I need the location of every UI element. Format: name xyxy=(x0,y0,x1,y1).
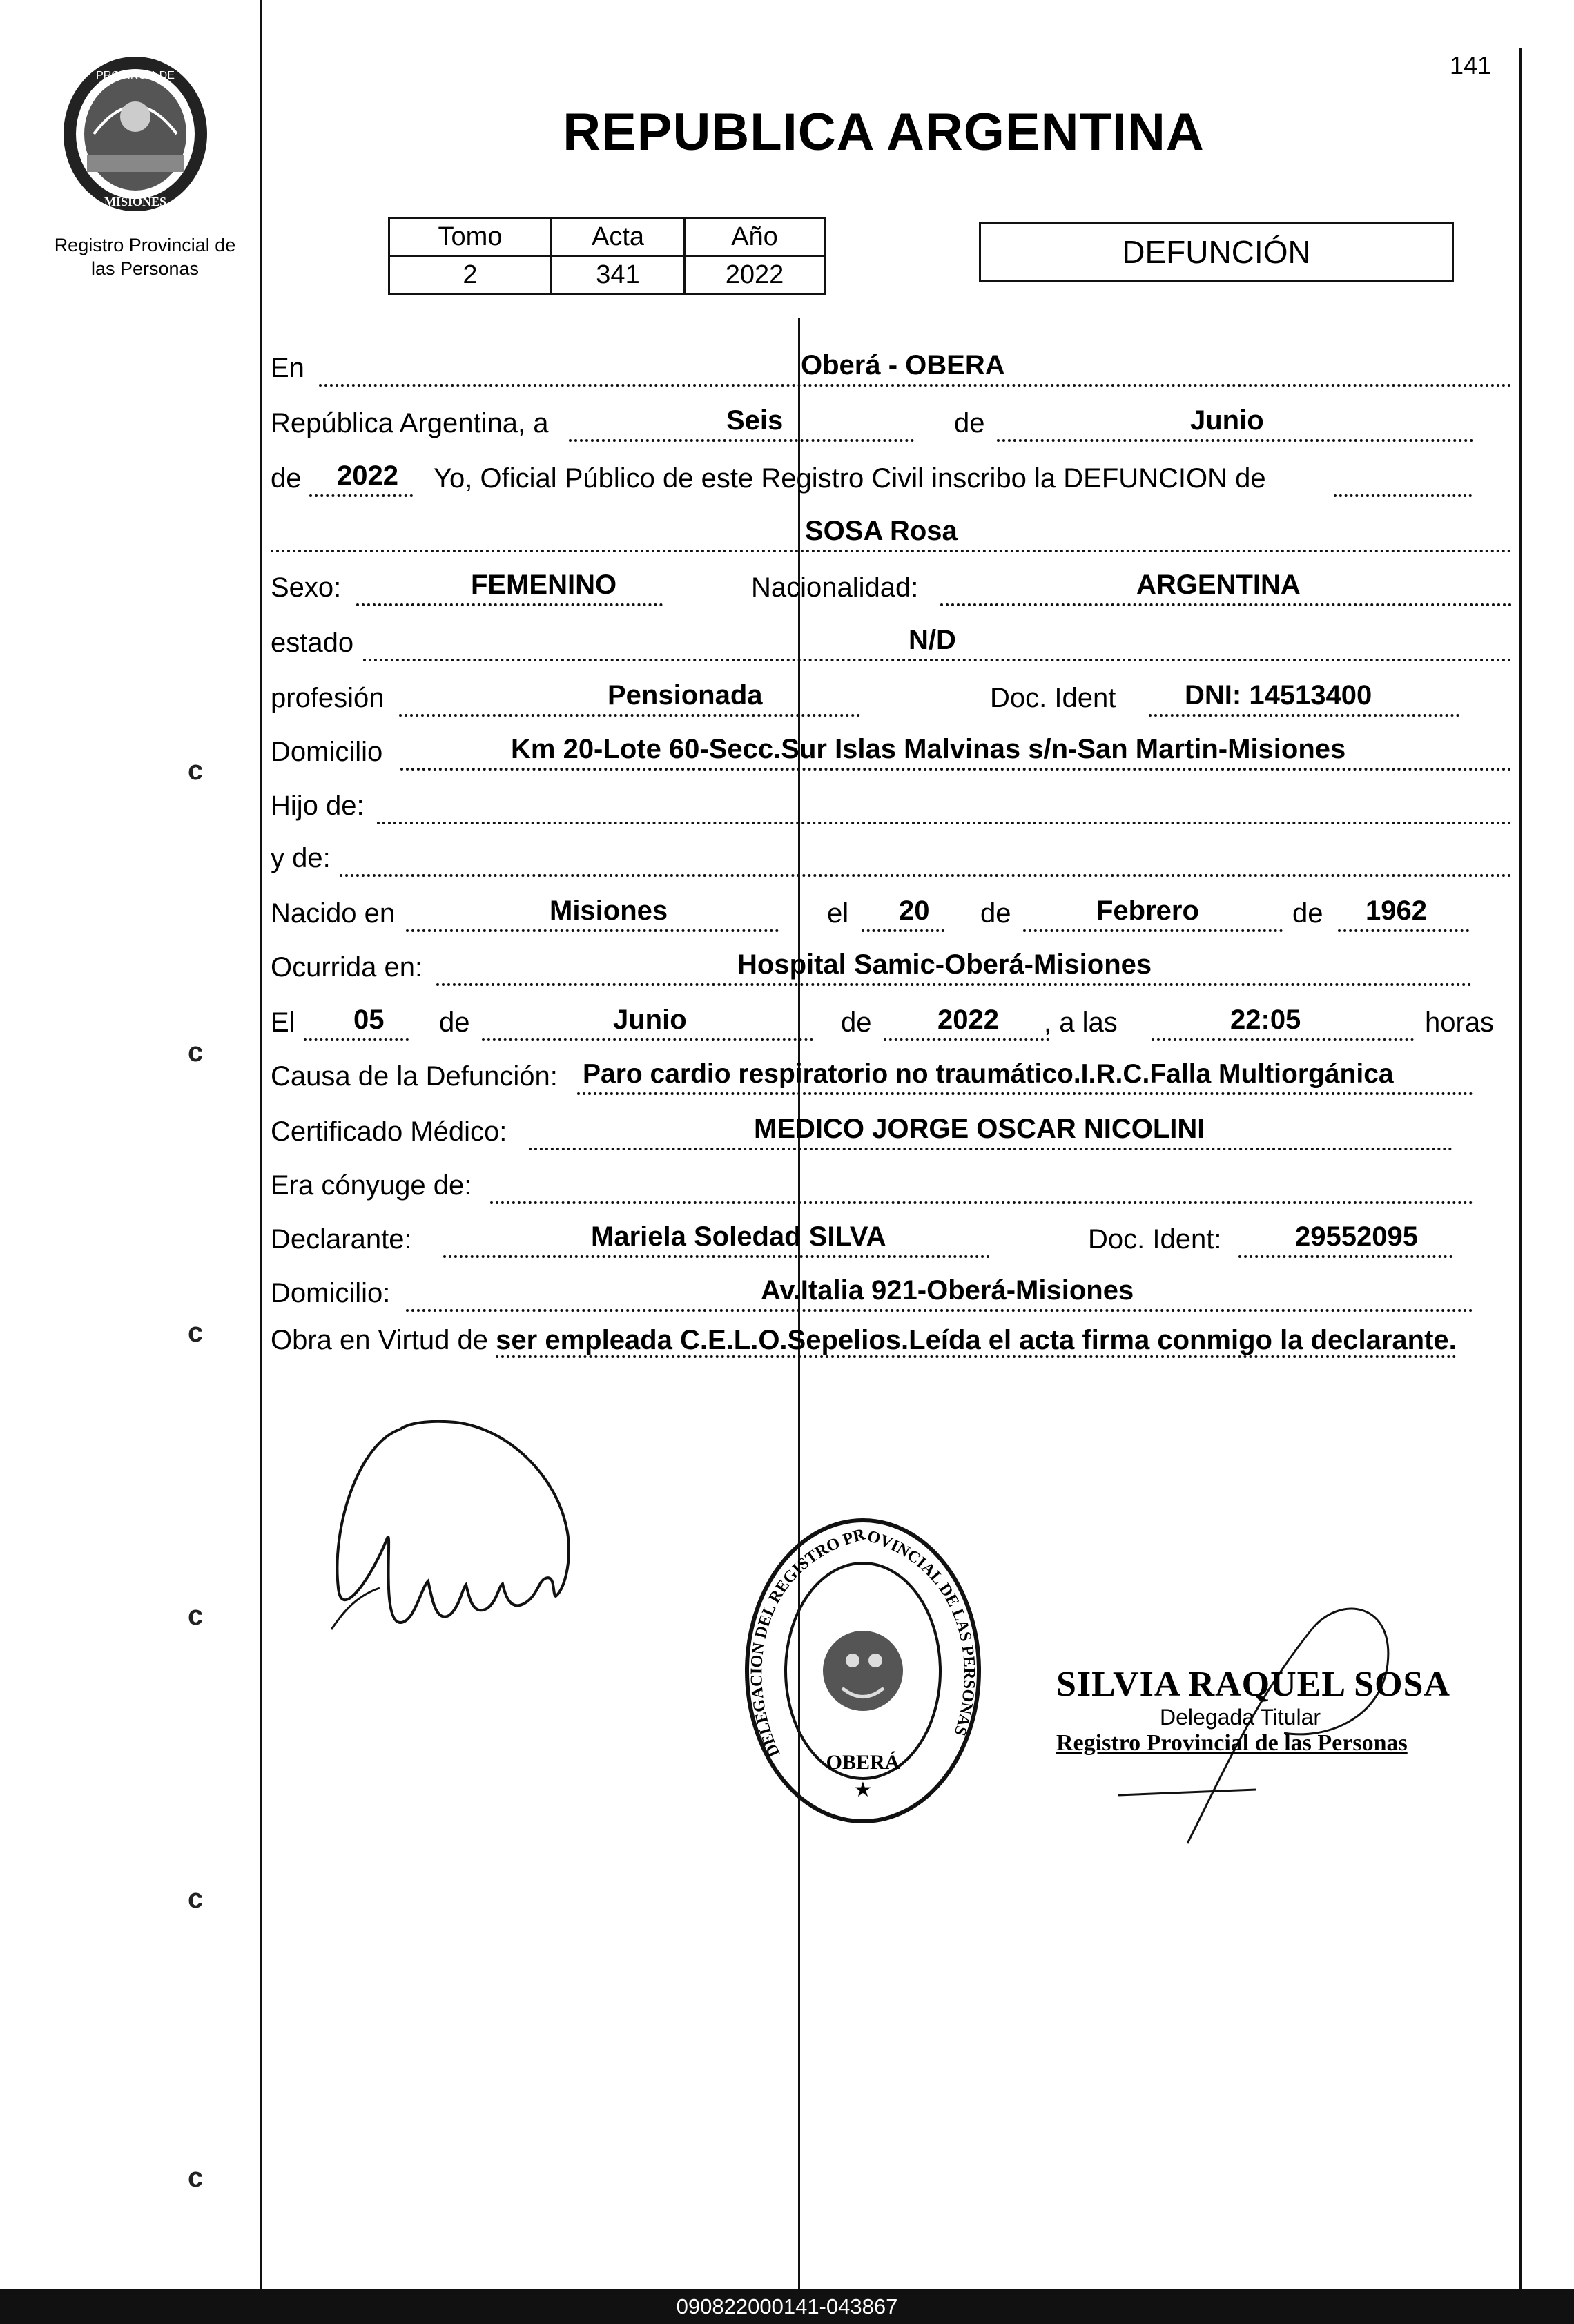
label-de-3: de xyxy=(980,898,1011,929)
label-el-cap: El xyxy=(271,1007,295,1038)
record-header-anio: Año xyxy=(685,218,825,256)
label-de-5: de xyxy=(439,1007,470,1038)
value-anio: 2022 xyxy=(337,461,398,491)
row-declarante xyxy=(271,1217,1513,1265)
label-hijo-de: Hijo de: xyxy=(271,791,365,821)
margin-mark: ϲ xyxy=(188,1600,204,1631)
row-fecha xyxy=(271,400,1513,449)
value-causa: Paro cardio respiratorio no traumático.I.R.C.Falla Multiorgánica xyxy=(583,1059,1394,1089)
label-doc-ident-2: Doc. Ident: xyxy=(1088,1224,1222,1255)
value-profesion: Pensionada xyxy=(608,680,763,710)
declarant-signature xyxy=(318,1415,608,1678)
official-name: SILVIA RAQUEL SOSA xyxy=(1056,1665,1450,1704)
page-number: 141 xyxy=(1450,51,1492,79)
registry-caption xyxy=(21,233,269,280)
record-type-box: DEFUNCIÓN xyxy=(979,222,1454,282)
value-ocurrida-en: Hospital Samic-Oberá-Misiones xyxy=(737,949,1152,980)
value-declarante-doc: 29552095 xyxy=(1295,1221,1418,1252)
label-de-2: de xyxy=(271,463,302,494)
value-declarante: Mariela Soledad SILVA xyxy=(591,1221,886,1252)
label-de-1: de xyxy=(954,408,985,438)
value-certificado: MEDICO JORGE OSCAR NICOLINI xyxy=(754,1114,1205,1144)
label-sexo: Sexo: xyxy=(271,572,342,603)
row-fecha-defuncion xyxy=(271,1000,1513,1048)
row-ocurrida xyxy=(271,945,1513,993)
field-y-de xyxy=(340,833,1512,877)
margin-mark: ϲ xyxy=(188,1317,204,1348)
row-sexo xyxy=(271,565,1513,613)
emblem-text-top: PROVINCIA DE xyxy=(96,70,175,81)
value-def-mes: Junio xyxy=(613,1005,687,1035)
value-sexo: FEMENINO xyxy=(471,570,617,600)
label-de-6: de xyxy=(841,1007,872,1038)
label-obra-en-virtud: Obra en Virtud de xyxy=(271,1325,489,1355)
value-lugar: Oberá - OBERA xyxy=(801,350,1005,380)
value-dia: Seis xyxy=(726,405,784,436)
row-certificado xyxy=(271,1109,1513,1157)
record-table xyxy=(388,217,826,295)
label-en: En xyxy=(271,353,304,383)
official-role: Delegada Titular xyxy=(1160,1705,1321,1730)
official-block xyxy=(1056,1664,1498,1756)
official-seal xyxy=(739,1512,987,1830)
value-nac-anio: 1962 xyxy=(1366,895,1427,926)
value-domicilio-declarante: Av.Italia 921-Oberá-Misiones xyxy=(761,1275,1134,1306)
seal-star-icon: ★ xyxy=(853,1779,873,1801)
right-margin-line xyxy=(1519,48,1522,2289)
label-oficial: Yo, Oficial Público de este Registro Civil inscribo la DEFUNCION de xyxy=(434,463,1266,494)
value-def-anio: 2022 xyxy=(937,1005,999,1035)
row-anio xyxy=(271,456,1513,504)
value-nacionalidad: ARGENTINA xyxy=(1136,570,1301,600)
record-header-tomo: Tomo xyxy=(389,218,552,256)
margin-mark: ϲ xyxy=(188,755,204,786)
row-conyuge xyxy=(271,1163,1513,1211)
value-def-dia: 05 xyxy=(353,1005,385,1035)
value-domicilio: Km 20-Lote 60-Secc.Sur Islas Malvinas s/n-San Martin-Misiones xyxy=(511,734,1346,764)
margin-mark: ϲ xyxy=(188,1884,204,1914)
label-estado: estado xyxy=(271,628,354,658)
margin-mark: ϲ xyxy=(188,1037,204,1067)
margin-mark: ϲ xyxy=(188,2162,204,2193)
row-nacimiento xyxy=(271,891,1513,939)
registry-line-2: las Personas xyxy=(90,258,200,279)
label-certificado: Certificado Médico: xyxy=(271,1116,507,1147)
label-y-de: y de: xyxy=(271,843,331,873)
row-lugar xyxy=(271,345,1513,394)
obra-en-virtud-paragraph xyxy=(271,1319,1513,1362)
official-registry: Registro Provincial de las Personas xyxy=(1056,1730,1408,1756)
field-oficial-end xyxy=(1334,453,1472,497)
label-declarante: Declarante: xyxy=(271,1224,412,1255)
value-nombre: SOSA Rosa xyxy=(805,516,958,546)
document-title: REPUBLICA ARGENTINA xyxy=(563,103,1205,162)
value-estado: N/D xyxy=(909,625,956,655)
label-horas: horas xyxy=(1425,1007,1495,1038)
row-domicilio xyxy=(271,729,1513,777)
row-y-de xyxy=(271,835,1513,884)
label-causa: Causa de la Defunción: xyxy=(271,1061,558,1092)
seal-city: OBERÁ xyxy=(826,1751,900,1774)
record-value-anio: 2022 xyxy=(685,256,825,294)
record-header-acta: Acta xyxy=(552,218,685,256)
label-doc-ident: Doc. Ident xyxy=(990,683,1116,713)
field-hijo-de xyxy=(377,780,1512,824)
value-nacido-en: Misiones xyxy=(550,895,668,926)
label-nacido-en: Nacido en xyxy=(271,898,396,929)
label-de-4: de xyxy=(1292,898,1323,929)
label-a-las: , a las xyxy=(1044,1007,1118,1038)
value-obra-en-virtud: ser empleada C.E.L.O.Sepelios.Leída el acta firma conmigo la declarante. xyxy=(496,1325,1457,1358)
value-nac-dia: 20 xyxy=(899,895,930,926)
value-def-hora: 22:05 xyxy=(1230,1005,1301,1035)
emblem-text-bottom: MISIONES xyxy=(104,195,167,209)
row-hijo-de xyxy=(271,783,1513,831)
value-mes: Junio xyxy=(1190,405,1264,436)
row-nombre xyxy=(271,511,1513,559)
left-margin-line xyxy=(260,0,262,2289)
record-value-acta: 341 xyxy=(552,256,685,294)
row-estado xyxy=(271,620,1513,668)
field-conyuge xyxy=(490,1160,1473,1204)
label-el: el xyxy=(827,898,849,929)
label-ocurrida-en: Ocurrida en: xyxy=(271,952,423,982)
label-profesion: profesión xyxy=(271,683,385,713)
row-profesion xyxy=(271,675,1513,724)
label-conyuge: Era cónyuge de: xyxy=(271,1170,472,1201)
value-documento: DNI: 14513400 xyxy=(1185,680,1372,710)
barcode-footer: 090822000141-043867 xyxy=(0,2289,1574,2324)
value-nac-mes: Febrero xyxy=(1096,895,1199,926)
registry-line-1: Registro Provincial de xyxy=(54,235,236,255)
label-nacionalidad: Nacionalidad: xyxy=(751,572,919,603)
label-domicilio-2: Domicilio: xyxy=(271,1278,391,1308)
row-domicilio-declarante xyxy=(271,1270,1513,1319)
row-causa xyxy=(271,1054,1513,1102)
record-value-tomo: 2 xyxy=(389,256,552,294)
seal-text-path: DELEGACION DEL REGISTRO PROVINCIAL DE LAS PERSONAS xyxy=(748,1525,978,1760)
province-emblem xyxy=(59,51,211,217)
label-republica-a: República Argentina, a xyxy=(271,408,549,438)
label-domicilio: Domicilio xyxy=(271,737,383,767)
